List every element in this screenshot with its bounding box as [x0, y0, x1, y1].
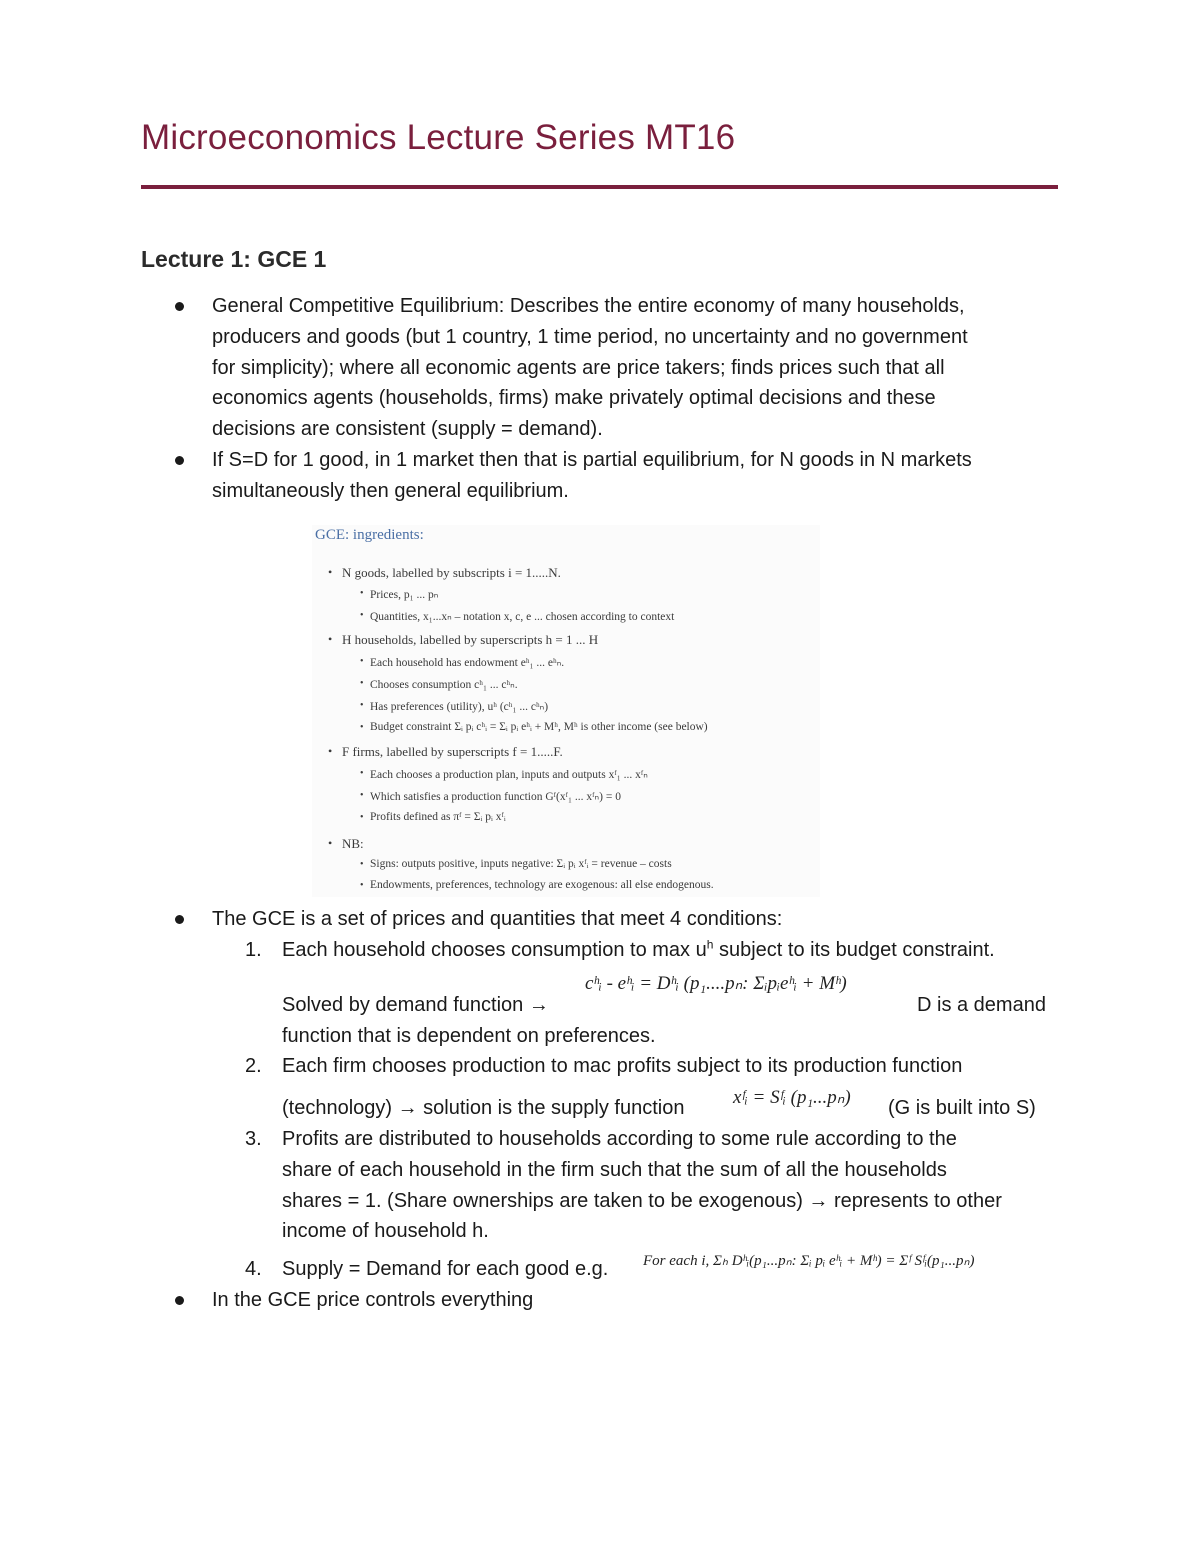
bullet-gce-definition: [212, 291, 1042, 445]
condition-4-line: Supply = Demand for each good e.g.: [282, 1258, 609, 1280]
slide-subitem: Signs: outputs positive, inputs negative: Σᵢ pᵢ xᶠᵢ = revenue – costs: [370, 858, 672, 870]
text-line: If S=D for 1 good, in 1 market then that is partial equilibrium, for N goods in N markets: [212, 449, 972, 471]
text-line: shares = 1. (Share ownerships are taken to be exogenous) → represents to other: [282, 1189, 1002, 1212]
slide-subitem: Prices, p₁ ... pₙ: [370, 589, 439, 601]
bullet-dot: [175, 1296, 184, 1305]
condition-1-line: Solved by demand function →: [282, 994, 549, 1016]
text-line: simultaneously then general equilibrium.: [212, 479, 569, 502]
slide-bullet: •: [328, 744, 333, 758]
list-number: 4.: [245, 1258, 262, 1280]
slide-subbullet: •: [360, 812, 364, 823]
slide-item: N goods, labelled by subscripts i = 1.....N.: [342, 565, 561, 580]
text-line: subject to its budget constraint.: [713, 939, 995, 961]
slide-bullet: •: [328, 632, 333, 646]
slide-subitem: Has preferences (utility), uʰ (cʰ₁ ... cʰₙ): [370, 701, 549, 713]
list-number: 2.: [245, 1055, 262, 1077]
section-heading: Lecture 1: GCE 1: [141, 246, 327, 272]
condition-2-line: (technology) → solution is the supply function: [282, 1097, 685, 1119]
condition-3-text: [282, 1124, 1057, 1247]
slide-subbullet: •: [360, 722, 364, 733]
title-divider: [141, 185, 1058, 189]
slide-subbullet: •: [360, 859, 364, 870]
slide-subbullet: •: [360, 700, 364, 711]
page-title: Microeconomics Lecture Series MT16: [141, 118, 736, 157]
text-line: Profits are distributed to households according to some rule according to the: [282, 1128, 957, 1150]
slide-subitem: Quantities, x₁...xₙ – notation x, c, e ... chosen according to context: [370, 611, 675, 623]
text-line: economics agents (households, firms) make privately optimal decisions and these: [212, 387, 936, 410]
bullet-dot: [175, 456, 184, 465]
slide-subitem: Which satisfies a production function Gᶠ(xᶠ₁ ... xᶠₙ) = 0: [370, 791, 621, 803]
slide-subitem: Each household has endowment eʰ₁ ... eʰₙ.: [370, 657, 565, 669]
slide-item: F firms, labelled by superscripts f = 1.....F.: [342, 744, 563, 759]
slide-bullet: •: [328, 565, 333, 579]
demand-function-formula: cʰᵢ - eʰᵢ = Dʰᵢ (p₁....pₙ: Σᵢpᵢeʰᵢ + Mʰ): [585, 973, 847, 994]
text-line: producers and goods (but 1 country, 1 time period, no uncertainty and no government: [212, 325, 968, 348]
text-line: Each household chooses consumption to max u: [282, 939, 707, 961]
superscript: h: [706, 937, 714, 952]
gce-ingredients-slide-image: [312, 525, 820, 897]
slide-subbullet: •: [360, 588, 364, 599]
slide-subbullet: •: [360, 790, 364, 801]
slide-title: GCE: ingredients:: [315, 527, 424, 543]
text-line: General Competitive Equilibrium: Describes the entire economy of many households,: [212, 295, 965, 317]
slide-subbullet: •: [360, 610, 364, 621]
slide-item: NB:: [342, 836, 364, 851]
slide-subbullet: •: [360, 768, 364, 779]
slide-subbullet: •: [360, 880, 364, 891]
bullet-partial-vs-general: [212, 445, 1042, 507]
condition-1-line: [282, 935, 995, 965]
condition-1-line: function that is dependent on preferences.: [282, 1025, 656, 1047]
list-number: 1.: [245, 939, 262, 961]
text-line: for simplicity); where all economic agents are price takers; finds prices such that all: [212, 356, 945, 379]
slide-subbullet: •: [360, 656, 364, 667]
slide-bullet: •: [328, 836, 333, 850]
slide-subitem: Chooses consumption cʰ₁ ... cʰₙ.: [370, 679, 518, 691]
slide-subitem: Each chooses a production plan, inputs and outputs xᶠ₁ ... xᶠₙ: [370, 769, 648, 781]
condition-2-line: (G is built into S): [888, 1097, 1036, 1119]
slide-subitem: Endowments, preferences, technology are exogenous: all else endogenous.: [370, 879, 714, 891]
list-number: 3.: [245, 1128, 262, 1150]
market-clearing-formula: For each i, Σₕ Dʰᵢ(p₁...pₙ: Σᵢ pᵢ eʰᵢ + Mʰ) = Σᶠ Sᶠᵢ(p₁...pₙ): [643, 1253, 975, 1269]
slide-subitem: Profits defined as πᶠ = Σᵢ pᵢ xᶠᵢ: [370, 811, 506, 823]
slide-subitem: Budget constraint Σᵢ pᵢ cʰᵢ = Σᵢ pᵢ eʰᵢ + Mʰ, Mʰ is other income (see below): [370, 721, 708, 733]
slide-subbullet: •: [360, 678, 364, 689]
condition-1-line: D is a demand: [917, 994, 1046, 1016]
text-line: decisions are consistent (supply = demand).: [212, 418, 603, 441]
condition-2-line: Each firm chooses production to mac profits subject to its production function: [282, 1055, 963, 1077]
text-line: share of each household in the firm such that the sum of all the households: [282, 1158, 947, 1181]
bullet-dot: [175, 915, 184, 924]
slide-item: H households, labelled by superscripts h = 1 ... H: [342, 632, 599, 647]
bullet-dot: [175, 302, 184, 311]
supply-function-formula: xᶠᵢ = Sᶠᵢ (p₁...pₙ): [733, 1087, 851, 1108]
text-line: income of household h.: [282, 1220, 489, 1243]
bullet-price-controls: In the GCE price controls everything: [212, 1289, 534, 1311]
bullet-gce-conditions: The GCE is a set of prices and quantities that meet 4 conditions:: [212, 908, 783, 930]
